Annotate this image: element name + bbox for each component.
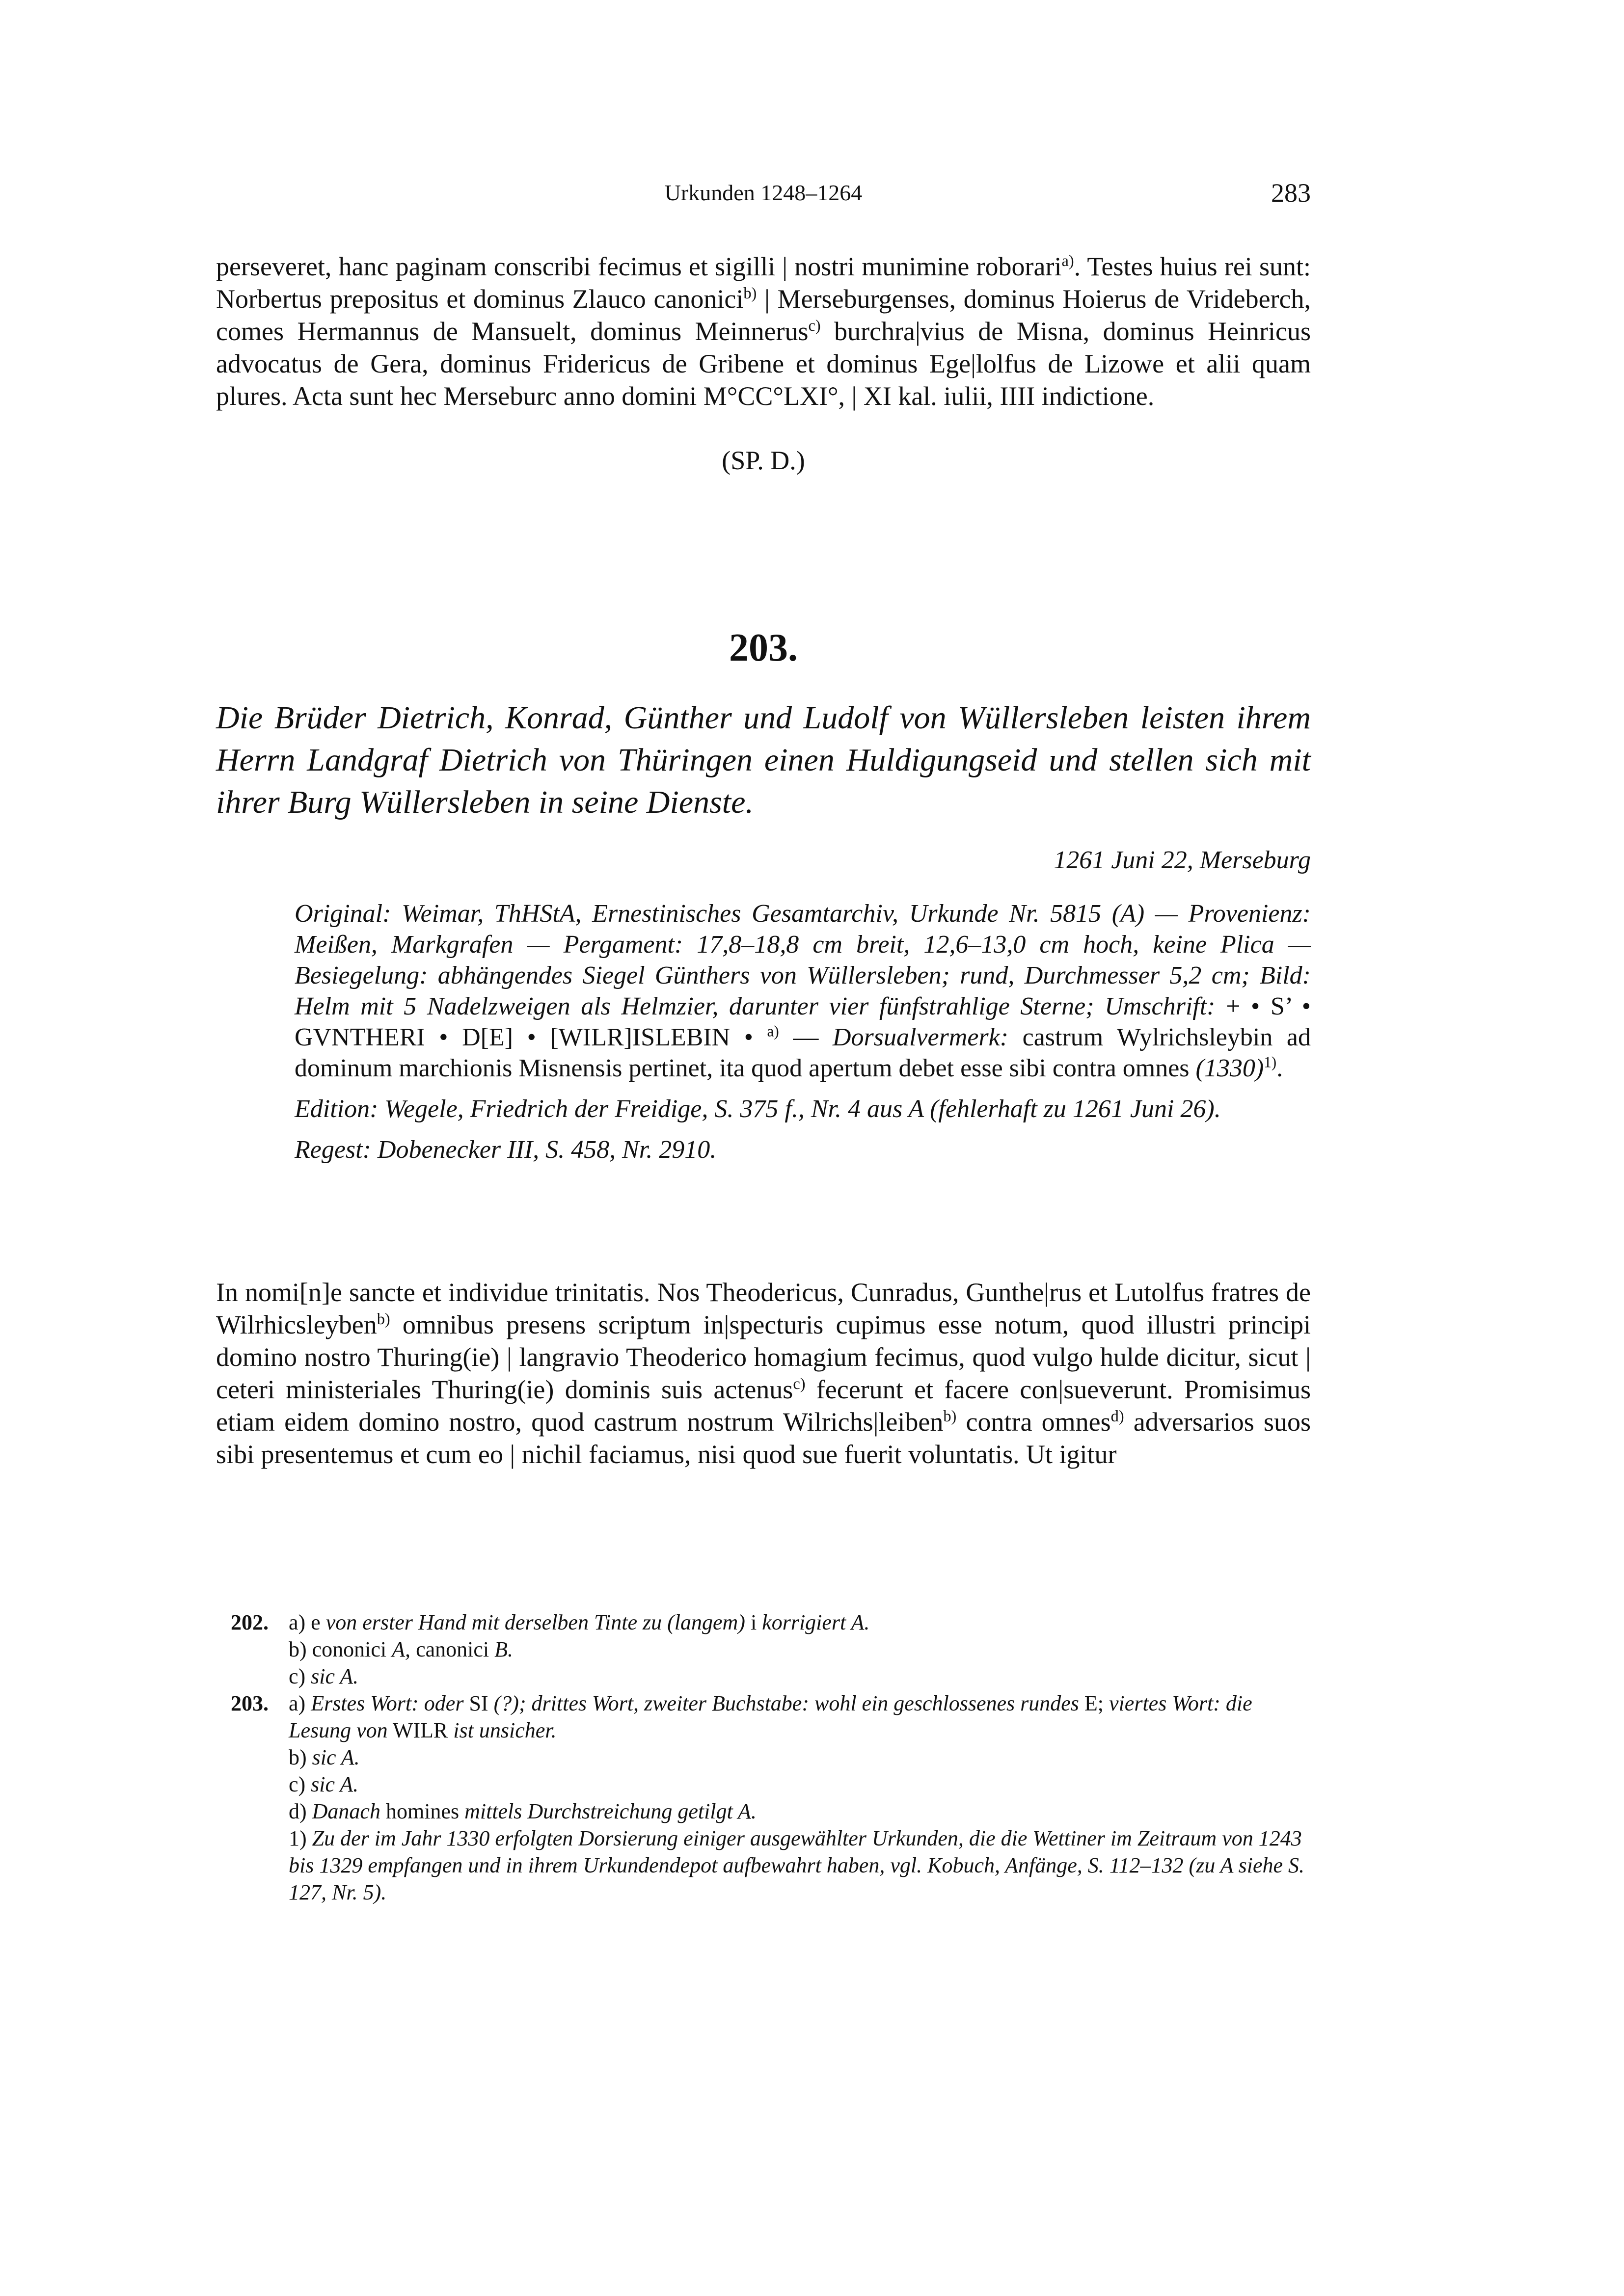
- footnote-c: [289, 1771, 1311, 1798]
- footnote-c: [289, 1663, 1311, 1690]
- text-run: adversarios suos sibi presentemus et cum eo | nichil faciamus, nisi quod sue fuerit voluntatis. Ut igitur: [216, 1407, 1311, 1469]
- footnote-marker: a): [1061, 252, 1074, 270]
- text-run: perseveret, hanc paginam conscribi fecimus et sigilli | nostri munimine roborari: [216, 252, 1062, 281]
- text-run: | Merseburgenses, dominus Hoierus de Vrideberch, comes Hermannus de Mansuelt, dominus Meinnerus: [216, 284, 1311, 346]
- footnote-marker: c): [808, 317, 821, 335]
- text-run: Danach: [312, 1799, 380, 1823]
- footnote-1: [289, 1825, 1311, 1906]
- document-date: 1261 Juni 22, Merseburg: [1054, 846, 1311, 874]
- critical-apparatus: [295, 898, 1311, 1175]
- text-run: b): [289, 1745, 312, 1769]
- text-run: .: [1276, 1054, 1283, 1082]
- text-run: c): [289, 1664, 311, 1688]
- text-run: fecerunt et facere con|sueverunt. Promisimus etiam eidem domino nostro, quod castrum nostrum Wilrichs|leiben: [216, 1375, 1311, 1437]
- text-run: sic A.: [311, 1772, 359, 1796]
- running-head: [216, 176, 1311, 210]
- text-run: d): [289, 1799, 312, 1823]
- text-run: a) e: [289, 1610, 326, 1634]
- text-run: 1): [289, 1826, 312, 1850]
- seal-legend: + • S’ • GVNTHERI • D[E] • [WILR]ISLEBIN •: [295, 992, 1311, 1051]
- text-run: A,: [392, 1637, 411, 1661]
- text-run: b) cononici: [289, 1637, 392, 1661]
- apparatus-original: [295, 898, 1311, 1084]
- text-run: sic A.: [311, 1664, 359, 1688]
- text-run: von erster Hand mit derselben Tinte zu (langem): [325, 1610, 745, 1634]
- seal-note: (SP. D.): [722, 446, 805, 475]
- footnote-d: [289, 1798, 1311, 1825]
- text-run: a): [289, 1691, 311, 1715]
- footnote-a: [289, 1609, 1311, 1636]
- text-run: —: [779, 1023, 833, 1051]
- text-run: B.: [494, 1637, 513, 1661]
- text-run: In nomi[n]e sancte et individue trinitatis. Nos Theodericus, Cunradus, Gunthe|rus et Lutolfus fratres de Wilrhicsleyben: [216, 1278, 1311, 1339]
- text-run: mittels Durchstreichung getilgt A.: [464, 1799, 757, 1823]
- text-run: ist unsicher.: [453, 1718, 557, 1742]
- text-run: i: [745, 1610, 762, 1634]
- document-text: [216, 1276, 1311, 1470]
- text-run: E;: [1079, 1691, 1110, 1715]
- text-run: contra omnes: [956, 1407, 1111, 1437]
- text-run: viertes Wort: die Lesung von: [289, 1691, 1252, 1742]
- footnote-marker: a): [767, 1022, 779, 1040]
- footnotes-202: [231, 1609, 1311, 1690]
- footnote-marker: d): [1110, 1408, 1124, 1425]
- text-run: (1330): [1195, 1054, 1264, 1082]
- footnote-marker: b): [943, 1408, 957, 1425]
- text-run: c): [289, 1772, 311, 1796]
- text-run: Erstes Wort: oder: [311, 1691, 464, 1715]
- previous-document-ending: [216, 250, 1311, 412]
- text-run: omnibus presens scriptum in|specturis cupimus esse notum, quod illustri principi domino nostro Thuring(ie) | langravio Theoderico homagium fecimus, quod vulgo hulde dicitur, sicut | ceteri ministeriales Thuring(ie) dominis suis actenus: [216, 1310, 1311, 1404]
- text-run: Original: Weimar, ThHStA, Ernestinisches Gesamtarchiv, Urkunde Nr. 5815 (A) — Provenienz: Meißen, Markgrafen — Pergament: 17,8–18,8 cm breit, 12,6–13,0 cm hoch, keine Plica — Besiegelung: abhängendes Siegel Günthers von Wüllersleben; rund, Durchmesser 5,2 cm; Bild: Helm mit 5 Nadelzweigen als Helmzier, darunter vier fünfstrahlige Sterne; Umschrift:: [295, 900, 1311, 1020]
- text-run: sic A.: [312, 1745, 360, 1769]
- footnote-marker: c): [793, 1375, 806, 1393]
- text-run: burchra|vius de Misna, dominus Heinricus advocatus de Gera, dominus Fridericus de Gribene et dominus Ege|lolfus de Lizowe et alii quam plures. Acta sunt hec Merseburc anno domini M°CC°LXI°, | XI kal. iulii, IIII indictione.: [216, 317, 1311, 411]
- text-run: WILR: [387, 1718, 454, 1742]
- apparatus-regest: Regest: Dobenecker III, S. 458, Nr. 2910.: [295, 1136, 717, 1164]
- footnote-a: [289, 1690, 1311, 1744]
- footnote-group-number: 203.: [231, 1691, 269, 1715]
- text-run: homines: [380, 1799, 465, 1823]
- footnote-b: [289, 1744, 1311, 1771]
- page-number: 283: [1271, 178, 1311, 208]
- text-run: (?); drittes Wort, zweiter Buchstabe: wohl ein geschlossenes rundes: [493, 1691, 1079, 1715]
- footnote-group-number: 202.: [231, 1610, 269, 1634]
- footnotes: [231, 1609, 1311, 1906]
- footnote-marker: b): [743, 285, 757, 302]
- running-title: Urkunden 1248–1264: [664, 180, 863, 205]
- text-run: Dorsualvermerk:: [832, 1023, 1009, 1051]
- text-run: castrum Wylrichsleybin ad dominum marchionis Misnensis pertinet, ita quod apertum debet esse sibi contra omnes: [295, 1023, 1311, 1082]
- text-run: canonici: [410, 1637, 495, 1661]
- text-run: SI: [463, 1691, 494, 1715]
- footnotes-203: [231, 1690, 1311, 1906]
- document-title: Die Brüder Dietrich, Konrad, Günther und Ludolf von Wüllersleben leisten ihrem Herrn Landgraf Dietrich von Thüringen einen Huldigungseid und stellen sich mit ihrer Burg Wüllersleben in seine Dienste.: [216, 700, 1311, 820]
- apparatus-edition: Edition: Wegele, Friedrich der Freidige, S. 375 f., Nr. 4 aus A (fehlerhaft zu 1261 Juni 26).: [295, 1095, 1221, 1123]
- footnote-b: [289, 1636, 1311, 1663]
- footnote-marker: 1): [1264, 1053, 1277, 1071]
- document-number: 203.: [729, 626, 798, 669]
- text-run: Zu der im Jahr 1330 erfolgten Dorsierung einiger ausgewählter Urkunden, die die Wettiner im Zeitraum von 1243 bis 1329 empfangen und in ihrem Urkundendepot aufbewahrt haben, vgl. Kobuch, Anfänge, S. 112–132 (zu A siehe S. 127, Nr. 5).: [289, 1826, 1305, 1904]
- text-run: korrigiert A.: [762, 1610, 870, 1634]
- footnote-marker: b): [377, 1310, 390, 1328]
- text-run: . Testes huius rei sunt: Norbertus prepositus et dominus Zlauco canonici: [216, 252, 1311, 314]
